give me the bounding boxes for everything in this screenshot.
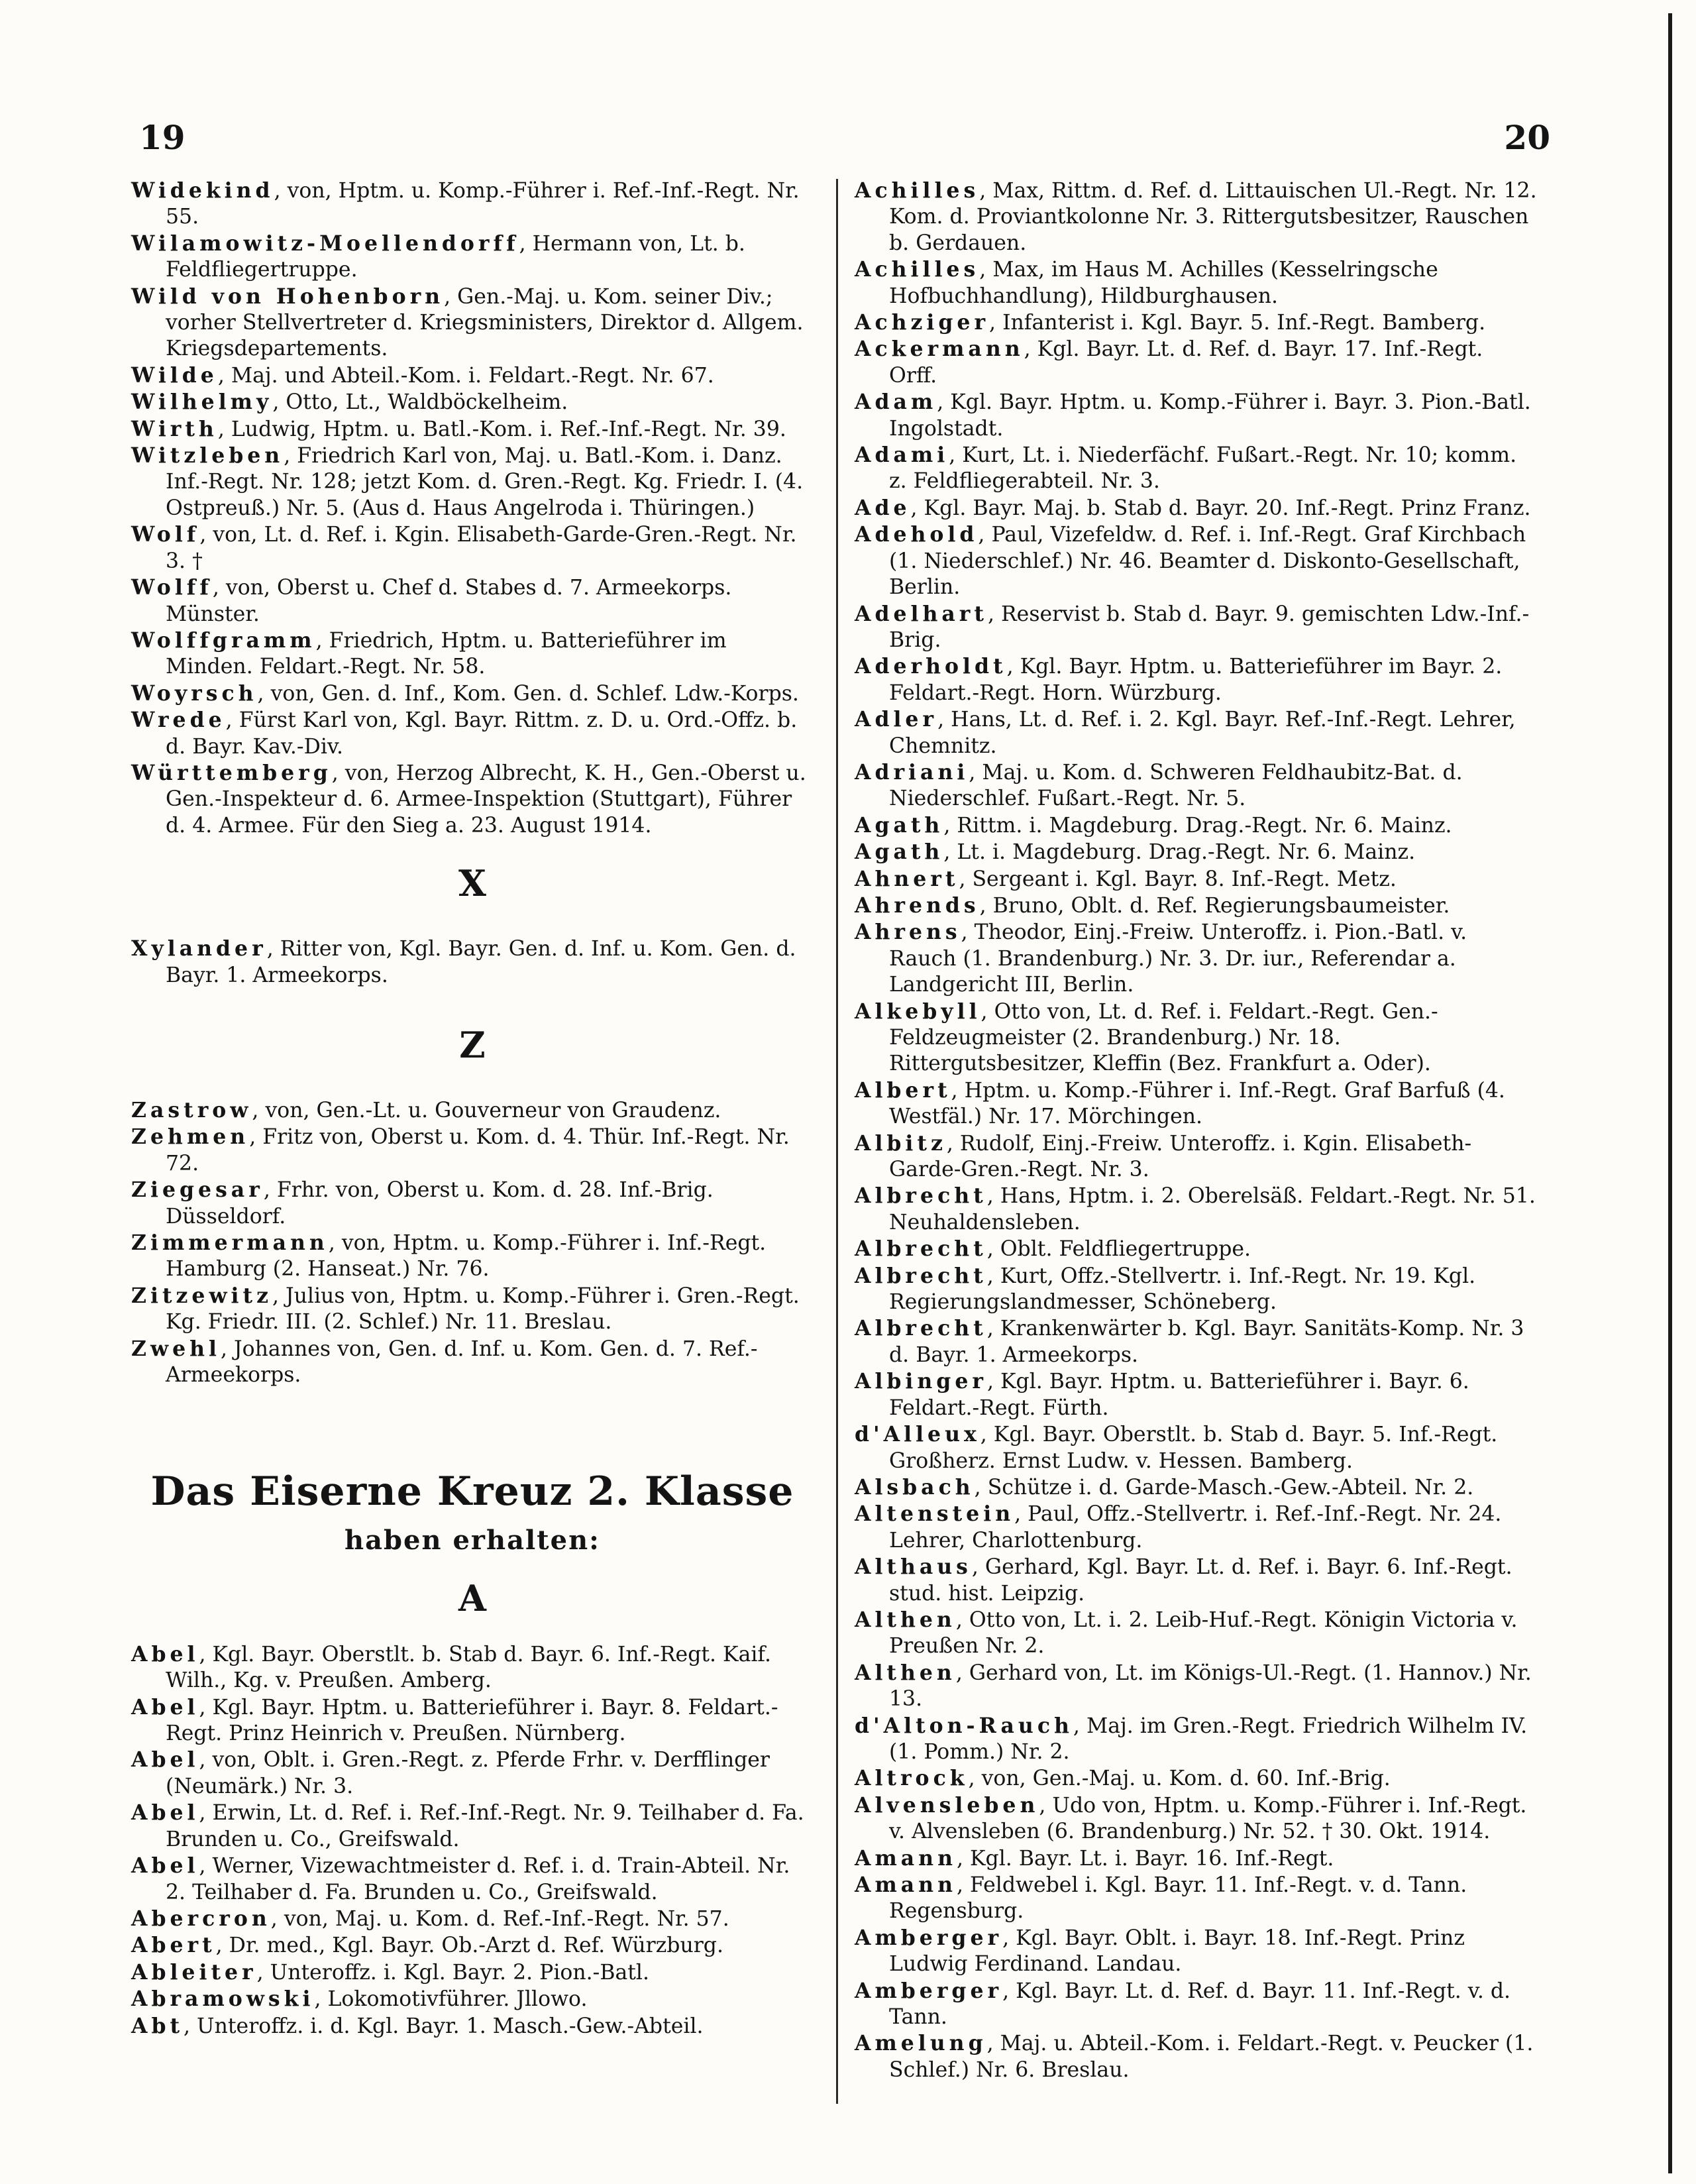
list-entry bbox=[131, 1986, 814, 2012]
entry-details: , Julius von, Hptm. u. Komp.-Führer i. Gren.-Regt. Kg. Friedr. III. (2. Schlef.) Nr. 11. Breslau. bbox=[166, 1283, 800, 1335]
entry-surname: Zehmen bbox=[131, 1124, 250, 1150]
list-entry bbox=[855, 1792, 1537, 1845]
list-entry bbox=[855, 521, 1537, 600]
letter-heading-x: X bbox=[458, 862, 486, 905]
entry-surname: Albinger bbox=[855, 1369, 987, 1394]
entry-surname: Ahrens bbox=[855, 920, 961, 945]
entry-details: , Gerhard, Kgl. Bayr. Lt. d. Ref. i. Bayr. 6. Inf.-Regt. stud. hist. Leipzig. bbox=[889, 1555, 1512, 1606]
list-entry bbox=[855, 893, 1537, 919]
list-entry bbox=[131, 2013, 814, 2040]
entry-details: , von, Oblt. i. Gren.-Regt. z. Pferde Frhr. v. Derfflinger (Neumärk.) Nr. 3. bbox=[166, 1748, 770, 1798]
entry-details: , Udo von, Hptm. u. Komp.-Führer i. Inf.-Regt. v. Alvensleben (6. Brandenburg.) Nr. 52. † 30. Okt. 1914. bbox=[889, 1793, 1527, 1844]
entry-surname: Abel bbox=[131, 1747, 199, 1773]
entry-surname: Zastrow bbox=[131, 1097, 252, 1122]
entry-details: , Kgl. Bayr. Oberstlt. b. Stab d. Bayr. 6. Inf.-Regt. Kaif. Wilh., Kg. v. Preußen. Amberg. bbox=[166, 1642, 771, 1693]
list-entry bbox=[131, 416, 814, 443]
entry-details: , Maj. und Abteil.-Kom. i. Feldart.-Regt. Nr. 67. bbox=[217, 363, 714, 388]
entry-surname: Albrecht bbox=[855, 1263, 987, 1288]
list-entry bbox=[131, 628, 814, 681]
list-entry bbox=[131, 521, 814, 574]
entry-surname: Altrock bbox=[855, 1766, 969, 1791]
letter-heading-z: Z bbox=[459, 1023, 486, 1066]
entry-details: , von, Gen.-Lt. u. Gouverneur von Graudenz. bbox=[252, 1098, 721, 1122]
entry-surname: Albert bbox=[855, 1077, 951, 1103]
entry-surname: d'Alleux bbox=[855, 1422, 980, 1447]
entry-details: , Fritz von, Oberst u. Kom. d. 4. Thür. Inf.-Regt. Nr. 72. bbox=[166, 1125, 790, 1175]
section-subtitle: haben erhalten: bbox=[344, 1525, 600, 1556]
entry-details: , Ritter von, Kgl. Bayr. Gen. d. Inf. u. Kom. Gen. d. Bayr. 1. Armeekorps. bbox=[166, 937, 796, 987]
entry-details: , Sergeant i. Kgl. Bayr. 8. Inf.-Regt. Metz. bbox=[959, 867, 1397, 891]
a-entries-right bbox=[855, 178, 1537, 2083]
entry-details: , Kurt, Offz.-Stellvertr. i. Inf.-Regt. Nr. 19. Kgl. Regierungslandmesser, Schöneberg. bbox=[889, 1264, 1476, 1315]
entry-surname: Amelung bbox=[855, 2031, 987, 2056]
entry-details: , Erwin, Lt. d. Ref. i. Ref.-Inf.-Regt. Nr. 9. Teilhaber d. Fa. Brunden u. Co., Greifswald. bbox=[166, 1801, 804, 1851]
entry-surname: Abel bbox=[131, 1800, 199, 1826]
list-entry bbox=[855, 1765, 1537, 1792]
entry-surname: Achziger bbox=[855, 310, 990, 335]
entry-details: , Dr. med., Kgl. Bayr. Ob.-Arzt d. Ref. Würzburg. bbox=[215, 1934, 723, 1958]
entry-details: , Kgl. Bayr. Maj. b. Stab d. Bayr. 20. Inf.-Regt. Prinz Franz. bbox=[910, 496, 1531, 520]
entry-surname: Wilhelmy bbox=[131, 390, 273, 415]
entry-surname: Witzleben bbox=[131, 443, 284, 468]
list-entry bbox=[131, 681, 814, 707]
entry-surname: Albitz bbox=[855, 1130, 947, 1156]
entry-details: , Paul, Offz.-Stellvertr. i. Ref.-Inf.-Regt. Nr. 24. Lehrer, Charlottenburg. bbox=[889, 1502, 1502, 1553]
entry-details: , Ludwig, Hptm. u. Batl.-Kom. i. Ref.-Inf.-Regt. Nr. 39. bbox=[217, 417, 786, 441]
list-entry bbox=[855, 495, 1537, 521]
entry-details: , Otto, Lt., Waldböckelheim. bbox=[272, 390, 568, 415]
entry-surname: Adler bbox=[855, 707, 938, 732]
list-entry bbox=[855, 999, 1537, 1077]
left-column bbox=[131, 178, 814, 2040]
entry-details: , Bruno, Oblt. d. Ref. Regierungsbaumeister. bbox=[979, 893, 1450, 918]
entry-details: , Kurt, Lt. i. Niederfächf. Fußart.-Regt. Nr. 10; komm. z. Feldfliegerabteil. Nr. 3. bbox=[889, 443, 1517, 494]
list-entry bbox=[855, 336, 1537, 389]
entry-surname: Wilamowitz-Moellendorff bbox=[131, 231, 519, 256]
list-entry bbox=[855, 1077, 1537, 1130]
entry-surname: Zwehl bbox=[131, 1336, 221, 1361]
list-entry bbox=[855, 389, 1537, 442]
entry-details: , Kgl. Bayr. Oblt. i. Bayr. 18. Inf.-Regt. Prinz Ludwig Ferdinand. Landau. bbox=[889, 1926, 1465, 1977]
entry-details: , Hans, Hptm. i. 2. Oberelsäß. Feldart.-Regt. Nr. 51. Neuhaldensleben. bbox=[889, 1184, 1536, 1234]
entry-surname: Wilde bbox=[131, 362, 218, 388]
list-entry bbox=[855, 1845, 1537, 1872]
entry-details: , Kgl. Bayr. Lt. d. Ref. d. Bayr. 17. Inf.-Regt. Orff. bbox=[889, 337, 1483, 388]
entry-details: , von, Lt. d. Ref. i. Kgin. Elisabeth-Garde-Gren.-Regt. Nr. 3. † bbox=[166, 523, 797, 573]
entry-surname: Wirth bbox=[131, 416, 218, 441]
list-entry bbox=[855, 759, 1537, 812]
entry-details: , Gerhard von, Lt. im Königs-Ul.-Regt. (1. Hannov.) Nr. 13. bbox=[889, 1661, 1532, 1712]
entry-details: , Paul, Vizefeldw. d. Ref. i. Inf.-Regt. Graf Kirchbach (1. Niederschlef.) Nr. 46. Beamter d. Diskonto-Gesellschaft, Berlin. bbox=[889, 523, 1526, 600]
z-entries bbox=[131, 1097, 814, 1388]
entry-surname: Amberger bbox=[855, 1925, 1003, 1950]
entry-surname: Woyrsch bbox=[131, 681, 258, 706]
entry-surname: d'Alton-Rauch bbox=[855, 1713, 1073, 1738]
list-entry bbox=[131, 1336, 814, 1389]
entry-surname: Ahrends bbox=[855, 893, 980, 918]
list-entry bbox=[855, 178, 1537, 256]
entry-surname: Widekind bbox=[131, 178, 274, 203]
entry-surname: Amann bbox=[855, 1873, 957, 1897]
list-entry bbox=[855, 1263, 1537, 1316]
entry-surname: Abel bbox=[131, 1853, 199, 1879]
entry-details: , Maj. u. Kom. d. Schweren Feldhaubitz-Bat. d. Niederschlef. Fußart.-Regt. Nr. 5. bbox=[889, 760, 1463, 811]
list-entry bbox=[855, 1978, 1537, 2031]
entry-surname: Wolff bbox=[131, 575, 213, 600]
section-title: Das Eiserne Kreuz 2. Klasse bbox=[150, 1468, 794, 1515]
entry-details: , Unteroffz. i. Kgl. Bayr. 2. Pion.-Batl. bbox=[256, 1960, 649, 1985]
entry-surname: Althaus bbox=[855, 1555, 972, 1580]
entry-surname: Abert bbox=[131, 1933, 216, 1958]
list-entry bbox=[131, 1097, 814, 1124]
entry-surname: Achilles bbox=[855, 178, 980, 203]
entry-surname: Altenstein bbox=[855, 1502, 1015, 1527]
list-entry bbox=[131, 1283, 814, 1336]
list-entry bbox=[131, 231, 814, 284]
entry-surname: Alsbach bbox=[855, 1474, 975, 1500]
entry-surname: Agath bbox=[855, 812, 944, 838]
list-entry bbox=[855, 653, 1537, 706]
list-entry bbox=[855, 1236, 1537, 1262]
entry-details: , Max, im Haus M. Achilles (Kesselringsche Hofbuchhandlung), Hildburghausen. bbox=[889, 258, 1438, 308]
entry-surname: Adam bbox=[855, 390, 937, 415]
entry-surname: Abercron bbox=[131, 1906, 271, 1931]
entry-details: , Werner, Vizewachtmeister d. Ref. i. d. Train-Abteil. Nr. 2. Teilhaber d. Fa. Brunden u. Co., Greifswald. bbox=[166, 1854, 790, 1904]
entry-surname: Albrecht bbox=[855, 1183, 987, 1209]
entry-surname: Albrecht bbox=[855, 1236, 987, 1262]
list-entry bbox=[855, 839, 1537, 865]
entry-surname: Achilles bbox=[855, 257, 980, 282]
list-entry bbox=[131, 1747, 814, 1800]
entry-surname: Abramowski bbox=[131, 1987, 315, 2012]
entry-details: , Lokomotivführer. Jllowo. bbox=[314, 1987, 588, 2012]
list-entry bbox=[855, 2030, 1537, 2083]
entry-surname: Ade bbox=[855, 495, 911, 520]
entry-surname: Wrede bbox=[131, 708, 226, 733]
entry-details: , Infanterist i. Kgl. Bayr. 5. Inf.-Regt. Bamberg. bbox=[989, 311, 1486, 335]
column-divider bbox=[836, 179, 838, 2104]
list-entry bbox=[131, 389, 814, 415]
entry-details: , Kgl. Bayr. Lt. i. Bayr. 16. Inf.-Regt. bbox=[957, 1846, 1334, 1871]
list-entry bbox=[855, 1368, 1537, 1421]
list-entry bbox=[131, 1906, 814, 1932]
list-entry bbox=[131, 362, 814, 389]
entry-details: , Feldwebel i. Kgl. Bayr. 11. Inf.-Regt. v. d. Tann. Regensburg. bbox=[889, 1873, 1467, 1924]
list-entry bbox=[855, 812, 1537, 839]
list-entry bbox=[855, 1474, 1537, 1501]
entry-details: , Theodor, Einj.-Freiw. Unteroffz. i. Pion.-Batl. v. Rauch (1. Brandenburg.) Nr. 3. Dr. iur., Referendar a. Landgericht III, Berlin. bbox=[889, 920, 1467, 997]
entry-details: , von, Oberst u. Chef d. Stabes d. 7. Armeekorps. Münster. bbox=[166, 576, 732, 626]
entry-details: , Fürst Karl von, Kgl. Bayr. Rittm. z. D. u. Ord.-Offz. b. d. Bayr. Kav.-Div. bbox=[166, 708, 798, 759]
entry-surname: Adriani bbox=[855, 759, 969, 785]
list-entry bbox=[855, 256, 1537, 309]
entry-surname: Aderholdt bbox=[855, 654, 1007, 679]
entry-surname: Adelhart bbox=[855, 601, 988, 626]
entry-surname: Albrecht bbox=[855, 1316, 987, 1341]
entry-details: , Kgl. Bayr. Lt. d. Ref. d. Bayr. 11. Inf.-Regt. v. d. Tann. bbox=[889, 1979, 1511, 2030]
entry-details: , von, Gen. d. Inf., Kom. Gen. d. Schlef. Ldw.-Korps. bbox=[257, 681, 799, 706]
entry-details: , von, Gen.-Maj. u. Kom. d. 60. Inf.-Brig. bbox=[968, 1767, 1391, 1791]
entry-surname: Althen bbox=[855, 1607, 956, 1632]
entry-surname: Adehold bbox=[855, 522, 979, 547]
entry-surname: Adami bbox=[855, 443, 949, 468]
list-entry bbox=[855, 1872, 1537, 1925]
entry-details: , Johannes von, Gen. d. Inf. u. Kom. Gen. d. 7. Ref.-Armeekorps. bbox=[166, 1337, 758, 1388]
list-entry bbox=[855, 1501, 1537, 1554]
entry-surname: Ableiter bbox=[131, 1959, 257, 1985]
entry-surname: Agath bbox=[855, 840, 944, 865]
entry-details: , Maj. im Gren.-Regt. Friedrich Wilhelm IV. (1. Pomm.) Nr. 2. bbox=[889, 1714, 1528, 1764]
entry-surname: Amberger bbox=[855, 1978, 1003, 2003]
entry-details: , Kgl. Bayr. Hptm. u. Komp.-Führer i. Bayr. 3. Pion.-Batl. Ingolstadt. bbox=[889, 390, 1531, 441]
list-entry bbox=[855, 919, 1537, 998]
list-entry bbox=[131, 443, 814, 521]
entry-surname: Xylander bbox=[131, 936, 267, 961]
entry-details: , von, Herzog Albrecht, K. H., Gen.-Oberst u. Gen.-Inspekteur d. 6. Armee-Inspektion (Stuttgart), Führer d. 4. Armee. Für den Sieg a. 23. August 1914. bbox=[166, 761, 806, 838]
list-entry bbox=[131, 760, 814, 839]
list-entry bbox=[131, 936, 814, 989]
entry-details: , Friedrich, Hptm. u. Batterieführer im Minden. Feldart.-Regt. Nr. 58. bbox=[166, 628, 727, 679]
list-entry bbox=[131, 1932, 814, 1959]
entry-details: , Kgl. Bayr. Hptm. u. Batterieführer i. Bayr. 8. Feldart.-Regt. Prinz Heinrich v. Preußen. Nürnberg. bbox=[166, 1695, 778, 1746]
page-number-right: 20 bbox=[1504, 118, 1550, 157]
entry-surname: Ahnert bbox=[855, 866, 959, 891]
list-entry bbox=[855, 1183, 1537, 1236]
page-edge-rule bbox=[1668, 13, 1672, 2173]
entry-surname: Alvensleben bbox=[855, 1792, 1039, 1818]
entry-details: , Gen.-Maj. u. Kom. seiner Div.; vorher Stellvertreter d. Kriegsministers, Direktor d. Allgem. Kriegsdepartements. bbox=[166, 284, 804, 361]
entry-details: , von, Maj. u. Kom. d. Ref.-Inf.-Regt. Nr. 57. bbox=[270, 1906, 729, 1931]
list-entry bbox=[131, 284, 814, 362]
list-entry bbox=[131, 1959, 814, 1986]
entry-details: , Hermann von, Lt. b. Feldfliegertruppe. bbox=[166, 231, 745, 282]
entry-surname: Ziegesar bbox=[131, 1177, 264, 1203]
entry-details: , Kgl. Bayr. Hptm. u. Batterieführer im Bayr. 2. Feldart.-Regt. Horn. Würzburg. bbox=[889, 655, 1503, 705]
entry-details: , Hptm. u. Komp.-Führer i. Inf.-Regt. Graf Barfuß (4. Westfäl.) Nr. 17. Mörchingen. bbox=[889, 1078, 1505, 1129]
entry-details: , Krankenwärter b. Kgl. Bayr. Sanitäts-Komp. Nr. 3 d. Bayr. 1. Armeekorps. bbox=[889, 1317, 1524, 1367]
w-entries bbox=[131, 178, 814, 839]
entry-details: , Kgl. Bayr. Oberstlt. b. Stab d. Bayr. 5. Inf.-Regt. Großherz. Ernst Ludw. v. Hessen. Bamberg. bbox=[889, 1423, 1498, 1473]
list-entry bbox=[855, 1925, 1537, 1978]
letter-heading-a: A bbox=[458, 1576, 486, 1619]
entry-details: , Max, Rittm. d. Ref. d. Littauischen Ul.-Regt. Nr. 12. Kom. d. Proviantkolonne Nr. 3. Rittergutsbesitzer, Rauschen b. Gerdauen. bbox=[889, 179, 1537, 255]
list-entry bbox=[855, 1130, 1537, 1183]
list-entry bbox=[131, 1641, 814, 1694]
list-entry bbox=[131, 1177, 814, 1230]
list-entry bbox=[855, 1660, 1537, 1713]
entry-details: , Rittm. i. Magdeburg. Drag.-Regt. Nr. 6. Mainz. bbox=[943, 813, 1452, 838]
list-entry bbox=[855, 1421, 1537, 1474]
entry-surname: Abel bbox=[131, 1694, 199, 1720]
entry-details: , Rudolf, Einj.-Freiw. Unteroffz. i. Kgin. Elisabeth-Garde-Gren.-Regt. Nr. 3. bbox=[889, 1131, 1472, 1182]
list-entry bbox=[855, 1607, 1537, 1660]
entry-details: , Hans, Lt. d. Ref. i. 2. Kgl. Bayr. Ref.-Inf.-Regt. Lehrer, Chemnitz. bbox=[889, 708, 1516, 758]
entry-details: , Otto von, Lt. d. Ref. i. Feldart.-Regt. Gen.-Feldzeugmeister (2. Brandenburg.) Nr. 18. Rittergutsbesitzer, Kleffin (Bez. Frankfurt a. Oder). bbox=[889, 999, 1438, 1076]
list-entry bbox=[855, 442, 1537, 495]
list-entry bbox=[855, 706, 1537, 759]
list-entry bbox=[855, 601, 1537, 654]
entry-surname: Zimmermann bbox=[131, 1230, 329, 1255]
entry-details: , Schütze i. d. Garde-Masch.-Gew.-Abteil. Nr. 2. bbox=[974, 1475, 1474, 1500]
list-entry bbox=[855, 1713, 1537, 1766]
entry-details: , Maj. u. Abteil.-Kom. i. Feldart.-Regt. v. Peucker (1. Schlef.) Nr. 6. Breslau. bbox=[889, 2032, 1534, 2082]
right-column bbox=[855, 178, 1537, 2083]
entry-surname: Abel bbox=[131, 1641, 199, 1666]
entry-details: , Lt. i. Magdeburg. Drag.-Regt. Nr. 6. Mainz. bbox=[943, 840, 1416, 865]
entry-details: , Kgl. Bayr. Hptm. u. Batterieführer i. Bayr. 6. Feldart.-Regt. Fürth. bbox=[889, 1370, 1469, 1420]
list-entry bbox=[131, 1694, 814, 1747]
entry-surname: Württemberg bbox=[131, 760, 332, 785]
entry-surname: Wolf bbox=[131, 522, 200, 547]
entry-details: , Unteroffz. i. d. Kgl. Bayr. 1. Masch.-Gew.-Abteil. bbox=[184, 2014, 704, 2038]
entry-details: , Oblt. Feldfliegertruppe. bbox=[986, 1237, 1251, 1262]
entry-surname: Wild von Hohenborn bbox=[131, 284, 445, 309]
a-entries-left bbox=[131, 1641, 814, 2040]
entry-surname: Wolffgramm bbox=[131, 628, 316, 653]
entry-details: , Reservist b. Stab d. Bayr. 9. gemischten Ldw.-Inf.-Brig. bbox=[889, 602, 1530, 652]
list-entry bbox=[131, 1230, 814, 1283]
x-entries bbox=[131, 936, 814, 989]
list-entry bbox=[131, 1800, 814, 1853]
list-entry bbox=[131, 178, 814, 231]
list-entry bbox=[131, 1124, 814, 1177]
entry-surname: Abt bbox=[131, 2013, 184, 2038]
entry-surname: Althen bbox=[855, 1660, 956, 1685]
entry-surname: Alkebyll bbox=[855, 999, 981, 1024]
entry-details: , Friedrich Karl von, Maj. u. Batl.-Kom. i. Danz. Inf.-Regt. Nr. 128; jetzt Kom. d. Gren.-Regt. Kg. Friedr. I. (4. Ostpreuß.) Nr. 5. (Aus d. Haus Angelroda i. Thüringen.) bbox=[166, 444, 804, 520]
entry-details: , von, Hptm. u. Komp.-Führer i. Ref.-Inf.-Regt. Nr. 55. bbox=[166, 179, 800, 229]
entry-surname: Amann bbox=[855, 1845, 957, 1871]
list-entry bbox=[855, 866, 1537, 893]
entry-surname: Ackermann bbox=[855, 337, 1024, 362]
entry-details: , Otto von, Lt. i. 2. Leib-Huf.-Regt. Königin Victoria v. Preußen Nr. 2. bbox=[889, 1608, 1518, 1659]
list-entry bbox=[855, 1315, 1537, 1368]
page-number-left: 19 bbox=[139, 118, 186, 157]
entry-details: , Frhr. von, Oberst u. Kom. d. 28. Inf.-Brig. Düsseldorf. bbox=[166, 1178, 714, 1228]
list-entry bbox=[131, 574, 814, 628]
list-entry bbox=[131, 707, 814, 760]
entry-details: , von, Hptm. u. Komp.-Führer i. Inf.-Regt. Hamburg (2. Hanseat.) Nr. 76. bbox=[166, 1231, 767, 1282]
list-entry bbox=[131, 1853, 814, 1906]
entry-surname: Zitzewitz bbox=[131, 1283, 272, 1308]
list-entry bbox=[855, 309, 1537, 336]
list-entry bbox=[855, 1554, 1537, 1607]
